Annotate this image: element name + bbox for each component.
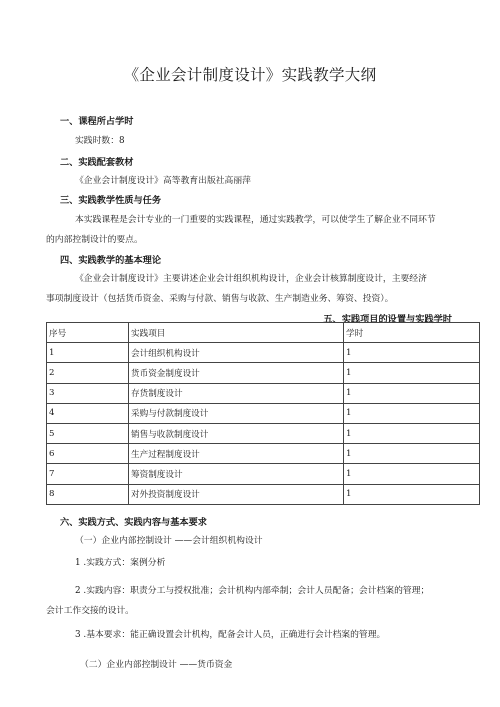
section-1-text: 实践时数：8 [75, 136, 125, 146]
section-2-heading: 二、实践配套教材 [60, 157, 134, 168]
section-6-sub-1: （一）企业内部控制设计 ——会计组织机构设计 [75, 536, 263, 546]
section-4-line-2: 事项制度设计（包括货币资金、采购与付款、销售与收款、生产制造业务、筹资、投资）。 [46, 294, 394, 304]
section-2-text: 《企业会计制度设计》高等教育出版社高丽萍 [75, 176, 251, 186]
section-3-heading: 三、实践教学性质与任务 [60, 195, 162, 206]
table-row [47, 484, 480, 504]
section-6-item-2-line-1: 2 .实践内容：职责分工与授权批准；会计机构内部牵制；会计人员配备；会计档案的管理； [75, 586, 430, 596]
section-3-line-1: 本实践课程是会计专业的一门重要的实践课程，通过实践教学，可以使学生了解企业不同环节 [75, 215, 436, 225]
document-title: 《企业会计制度设计》实践教学大纲 [123, 66, 377, 84]
section-6-heading: 六、实践方式、实践内容与基本要求 [60, 517, 207, 528]
cell-index: 7 [47, 464, 129, 484]
header-index: 序号 [47, 323, 129, 343]
cell-index: 1 [47, 343, 129, 363]
section-1-heading: 一、课程所占学时 [60, 116, 134, 127]
table-row [47, 423, 480, 443]
cell-hours: 1 [344, 423, 480, 443]
cell-project: 采购与付款制度设计 [129, 403, 344, 423]
cell-project: 存货制度设计 [129, 383, 344, 403]
table-row [47, 403, 480, 423]
cell-project: 对外投资制度设计 [129, 484, 344, 504]
cell-project: 筹资制度设计 [129, 464, 344, 484]
cell-hours: 1 [344, 464, 480, 484]
cell-index: 2 [47, 363, 129, 383]
cell-hours: 1 [344, 484, 480, 504]
table-header-row [47, 323, 480, 343]
cell-hours: 1 [344, 363, 480, 383]
cell-index: 8 [47, 484, 129, 504]
cell-hours: 1 [344, 403, 480, 423]
cell-hours: 1 [344, 343, 480, 363]
table-row [47, 383, 480, 403]
cell-project: 生产过程制度设计 [129, 444, 344, 464]
cell-hours: 1 [344, 383, 480, 403]
section-6-item-3: 3 .基本要求：能正确设置会计机构，配备会计人员，正确进行会计档案的管理。 [75, 630, 386, 640]
cell-index: 4 [47, 403, 129, 423]
cell-index: 6 [47, 444, 129, 464]
header-project: 实践项目 [129, 323, 344, 343]
section-6-item-1: 1 .实践方式：案例分析 [75, 558, 166, 568]
cell-index: 5 [47, 423, 129, 443]
table-row [47, 363, 480, 383]
section-6-sub-2: （二）企业内部控制设计 ——货币资金 [80, 660, 233, 670]
section-3-line-2: 的内部控制设计的要点。 [46, 235, 143, 245]
section-6-item-2-line-2: 会计工作交接的设计。 [46, 606, 134, 616]
table-row [47, 464, 480, 484]
practice-projects-table [46, 322, 480, 505]
section-4-heading: 四、实践教学的基本理论 [60, 255, 162, 266]
cell-index: 3 [47, 383, 129, 403]
cell-hours: 1 [344, 444, 480, 464]
header-hours: 学时 [344, 323, 480, 343]
cell-project: 货币资金制度设计 [129, 363, 344, 383]
table-row [47, 444, 480, 464]
section-4-line-1: 《企业会计制度设计》主要讲述企业会计组织机构设计，企业会计核算制度设计，主要经济 [75, 274, 427, 284]
cell-project: 会计组织机构设计 [129, 343, 344, 363]
table-row [47, 343, 480, 363]
cell-project: 销售与收款制度设计 [129, 423, 344, 443]
section-5-caption: 五、实践项目的设置与实践学时 [323, 314, 452, 325]
